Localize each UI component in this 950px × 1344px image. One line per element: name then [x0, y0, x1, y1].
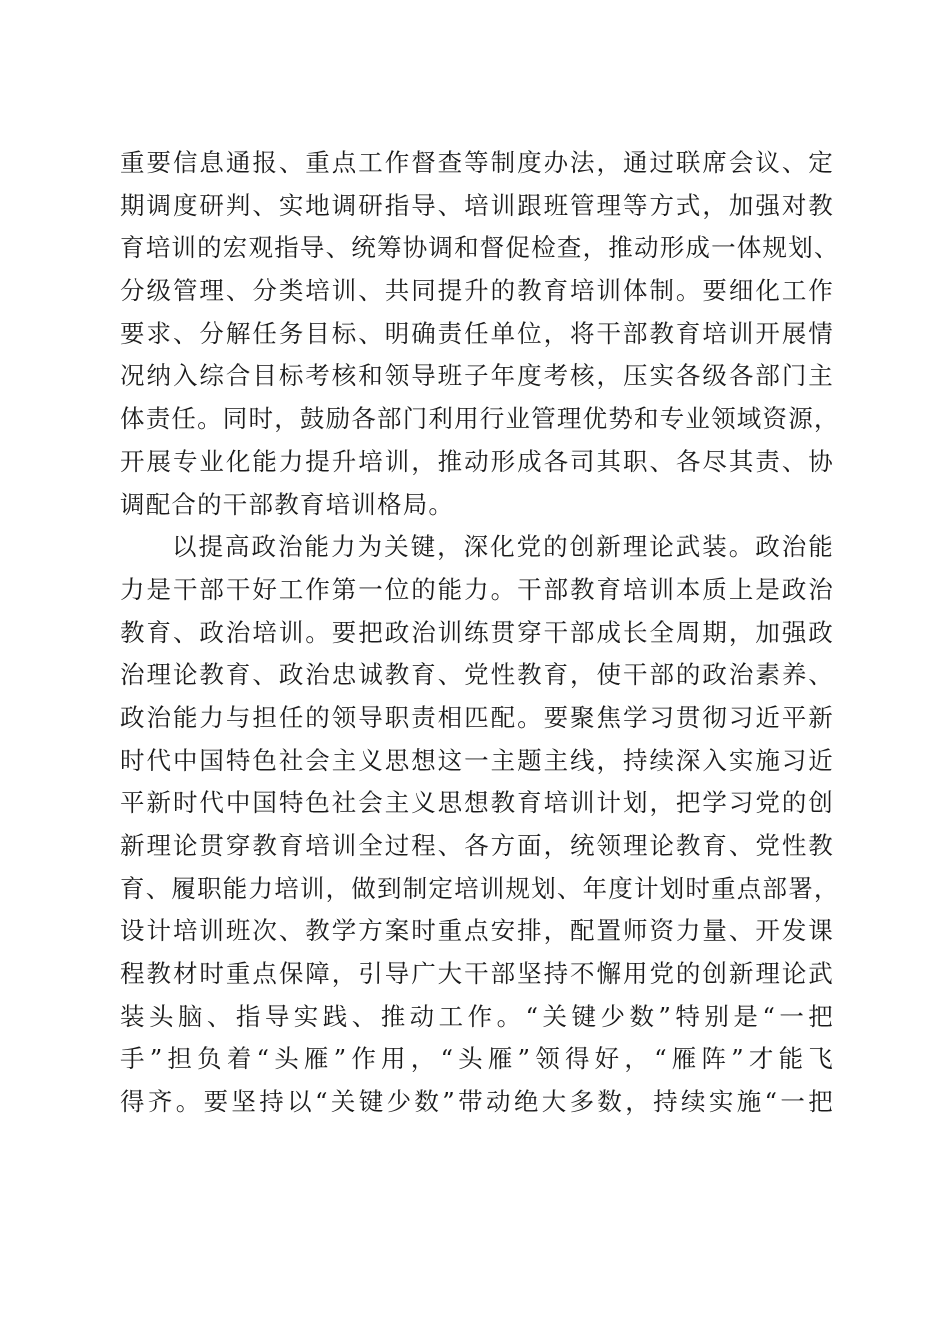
paragraph-2-line-4: 治理论教育、政治忠诚教育、党性教育，使干部的政治素养、: [120, 660, 834, 690]
paragraph-2-line-7: 平新时代中国特色社会主义思想教育培训计划，把学习党的创: [120, 788, 834, 818]
paragraph-2-line-12: 装头脑、指导实践、推动工作。“关键少数”特别是“一把: [120, 1001, 834, 1031]
paragraph-2-line-3: 教育、政治培训。要把政治训练贯穿干部成长全周期，加强政: [120, 617, 834, 647]
paragraph-2-line-5: 政治能力与担任的领导职责相匹配。要聚焦学习贯彻习近平新: [120, 702, 834, 732]
paragraph-1-line-2: 期调度研判、实地调研指导、培训跟班管理等方式，加强对教: [120, 190, 834, 220]
paragraph-1-line-6: 况纳入综合目标考核和领导班子年度考核，压实各级各部门主: [120, 361, 834, 391]
paragraph-1-line-7: 体责任。同时，鼓励各部门利用行业管理优势和专业领域资源，: [120, 404, 840, 434]
paragraph-1-line-1: 重要信息通报、重点工作督查等制度办法，通过联席会议、定: [120, 148, 834, 177]
paragraph-2-line-11: 程教材时重点保障，引导广大干部坚持不懈用党的创新理论武: [120, 959, 834, 989]
body-text: [120, 142, 840, 1124]
paragraph-1-line-9: 调配合的干部教育培训格局。: [120, 489, 455, 519]
paragraph-2-line-14: 得齐。要坚持以“关键少数”带动绝大多数，持续实施“一把: [120, 1087, 834, 1117]
paragraph-2-line-6: 时代中国特色社会主义思想这一主题主线，持续深入实施习近: [120, 745, 834, 775]
paragraph-1-line-4: 分级管理、分类培训、共同提升的教育培训体制。要细化工作: [120, 276, 834, 306]
paragraph-2-line-13: 手”担负着“头雁”作用，“头雁”领得好，“雁阵”才能飞: [120, 1044, 834, 1074]
paragraph-2-line-1: 以提高政治能力为关键，深化党的创新理论武装。政治能: [172, 532, 834, 562]
paragraph-1-line-8: 开展专业化能力提升培训，推动形成各司其职、各尽其责、协: [120, 446, 834, 476]
paragraph-2-line-10: 设计培训班次、教学方案时重点安排，配置师资力量、开发课: [120, 916, 834, 946]
paragraph-1-line-5: 要求、分解任务目标、明确责任单位，将干部教育培训开展情: [120, 318, 834, 348]
paragraph-2-line-2: 力是干部干好工作第一位的能力。干部教育培训本质上是政治: [120, 574, 834, 604]
paragraph-1-line-3: 育培训的宏观指导、统筹协调和督促检查，推动形成一体规划、: [120, 233, 840, 263]
paragraph-2-line-8: 新理论贯穿教育培训全过程、各方面，统领理论教育、党性教: [120, 831, 834, 860]
paragraph-2-line-9: 育、履职能力培训，做到制定培训规划、年度计划时重点部署，: [120, 873, 840, 903]
